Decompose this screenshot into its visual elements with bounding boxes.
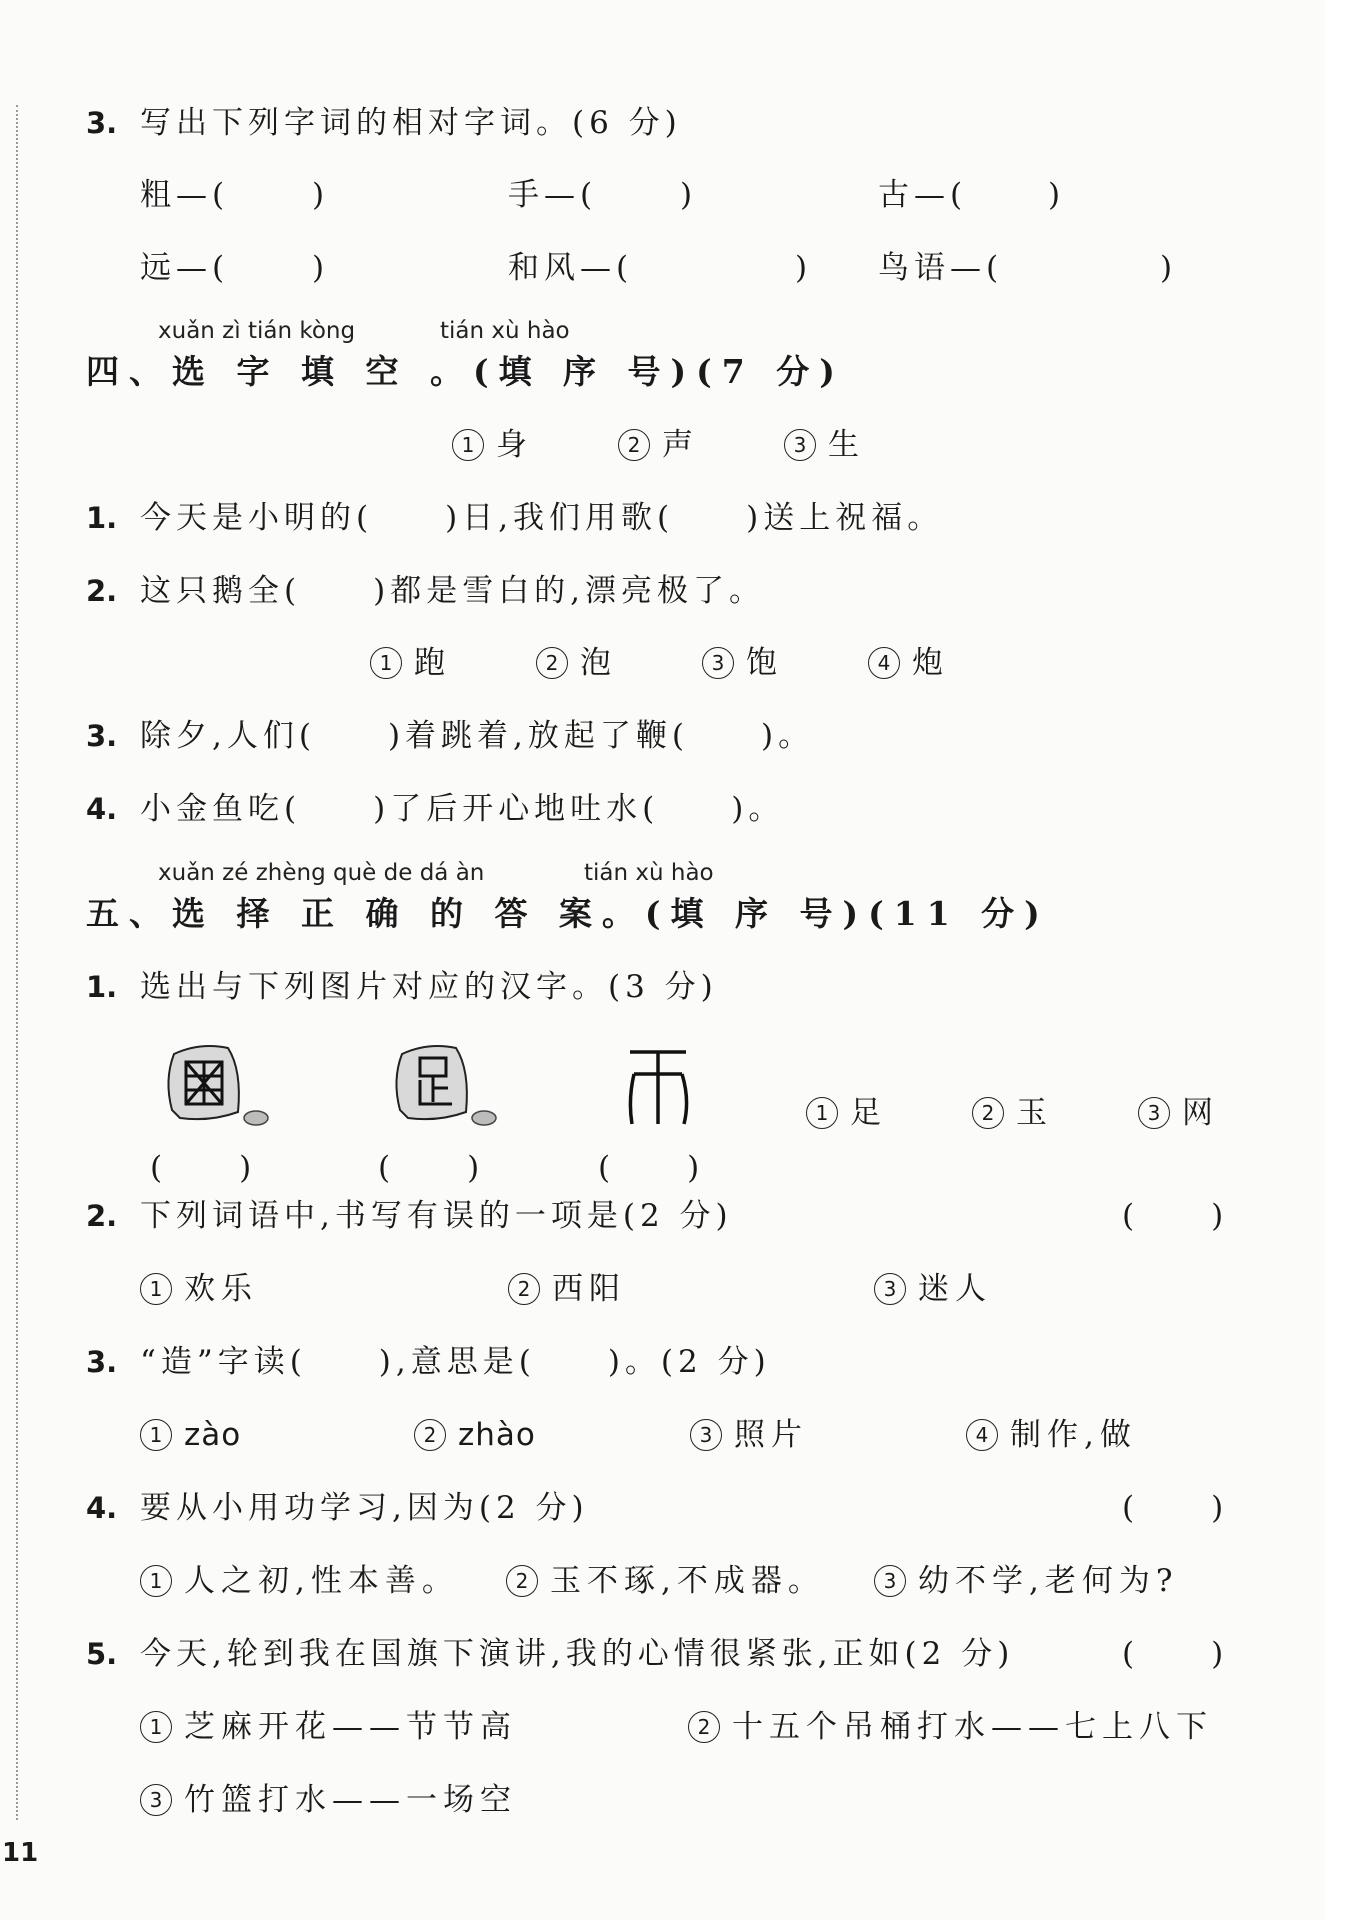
section-5-pinyin: xuǎn zé zhèng què de dá àn: [158, 860, 485, 886]
answer-blank: ( ): [598, 1150, 705, 1186]
answer-blank: ( ): [1122, 1490, 1229, 1526]
circled-number: 3: [784, 429, 816, 461]
option-item: 1 欢乐: [140, 1269, 258, 1309]
option-item: 2 声: [618, 425, 699, 465]
question-text: “造”字读( ),意思是( )。(2 分): [140, 1344, 771, 1380]
answer-blank: ( ): [1122, 1636, 1229, 1672]
question-text: 下列词语中,书写有误的一项是(2 分): [140, 1198, 733, 1234]
answer-paren: ): [795, 250, 813, 286]
question-text: 选出与下列图片对应的汉字。(3 分): [140, 969, 718, 1005]
answer-paren: ): [1048, 177, 1066, 213]
answer-blank: ( ): [378, 1150, 485, 1186]
answer-blank: ( ): [1122, 1198, 1229, 1234]
option-item: 3 网: [1138, 1093, 1219, 1133]
answer-paren: ): [680, 177, 698, 213]
option-item: 1 身: [452, 425, 533, 465]
option-item: 2 zhào: [414, 1415, 536, 1455]
ancient-foot-character-image: [388, 1040, 503, 1130]
section-4-pinyin: tián xù hào: [440, 318, 570, 344]
worksheet-page: 3. 写出下列字词的相对字词。(6 分) 粗—( ) 手—( ) 古—( ) 远—( ) 和风—( ) 鸟语—( ) xuǎn zì tián kòng tián xù hào 四、选 字 填 空 。(填 序 号)(7 分) 1 身 2 声 3 生 1. 今天是小明的( )日,我们用歌( )送上祝福。 2. 这只鹅全( )都是雪白的,漂亮极了。 1 跑 2 泡 3 饱 4 炮 3. 除夕,人们( )着跳着,放起了鞭( )。 4. 小金鱼吃( )了后开心地吐水( )。 xuǎn zé zhèng què de dá àn tián xù hào 五、选 择 正 确 的 答 案。(填 序 号)(11 分) 1. 选出与下列图片对应的汉字。(3 分) ( ) ( ) ( ) 1 足 2 玉 3 网 2. 下列词语中,书写有误的一项是(2 分) ( ) 1 欢乐 2 西阳 3 迷人 3. “造”字读( ),意思是( )。(2 分) 1 zào 2 zhào 3 照片 4 制作,做 4. 要从小用功学习,因为(2 分) ( ) 1 人之初,性本善。 2 玉不琢,不成器。 3 幼不学,老何为? 5. 今天,轮到我在国旗下演讲,我的心情很紧张,正如(2 分) ( ) 1 芝麻开花——节节高 2 十五个吊桶打水——七上八下 3 竹篮打水——一场空 11: [0, 0, 1325, 1920]
option-item: 3 照片: [690, 1415, 808, 1455]
antonym-item: 鸟语—(: [878, 250, 1004, 286]
option-item: 2 泡: [536, 643, 617, 683]
question-text: 写出下列字词的相对字词。(6 分): [140, 105, 682, 141]
option-item: 2 玉不琢,不成器。: [506, 1561, 825, 1601]
section-title: 四、选 字 填 空 。(填 序 号)(7 分): [86, 352, 845, 391]
option-item: 2 十五个吊桶打水——七上八下: [688, 1707, 1213, 1747]
circled-number: 2: [618, 429, 650, 461]
answer-paren: ): [1160, 250, 1178, 286]
antonym-item: 远—(: [140, 250, 230, 286]
antonym-item: 和风—(: [508, 250, 634, 286]
question-number: 3.: [86, 106, 118, 140]
question-text: 除夕,人们( )着跳着,放起了鞭( )。: [140, 718, 815, 754]
answer-paren: ): [312, 250, 330, 286]
section-4-pinyin: xuǎn zì tián kòng: [158, 318, 356, 344]
antonym-item: 手—(: [508, 177, 598, 213]
circled-number: 1: [452, 429, 484, 461]
binding-margin-line: [16, 105, 18, 1820]
option-item: 1 芝麻开花——节节高: [140, 1707, 517, 1747]
ancient-net-character-image: [160, 1040, 275, 1130]
option-item: 1 人之初,性本善。: [140, 1561, 459, 1601]
section-title: 五、选 择 正 确 的 答 案。(填 序 号)(11 分): [86, 894, 1050, 933]
option-item: 2 玉: [972, 1093, 1053, 1133]
question-text: 小金鱼吃( )了后开心地吐水( )。: [140, 791, 785, 827]
question-text: 要从小用功学习,因为(2 分): [140, 1490, 589, 1526]
option-item: 3 饱: [702, 643, 783, 683]
question-text: 今天是小明的( )日,我们用歌( )送上祝福。: [140, 500, 944, 536]
question-text: 这只鹅全( )都是雪白的,漂亮极了。: [140, 573, 766, 609]
option-item: 3 幼不学,老何为?: [874, 1561, 1178, 1601]
option-item: 1 zào: [140, 1415, 241, 1455]
option-item: 4 炮: [868, 643, 949, 683]
question-text: 今天,轮到我在国旗下演讲,我的心情很紧张,正如(2 分): [140, 1636, 1015, 1672]
option-item: 3 迷人: [874, 1269, 992, 1309]
option-item: 1 跑: [370, 643, 451, 683]
option-item: 3 竹篮打水——一场空: [140, 1780, 517, 1820]
ancient-jade-character-image: [620, 1040, 700, 1130]
option-item: 4 制作,做: [966, 1415, 1137, 1455]
answer-paren: ): [312, 177, 330, 213]
option-item: 2 西阳: [508, 1269, 626, 1309]
antonym-item: 古—(: [878, 177, 968, 213]
option-item: 3 生: [784, 425, 865, 465]
section-5-pinyin: tián xù hào: [584, 860, 714, 886]
answer-blank: ( ): [150, 1150, 257, 1186]
antonym-item: 粗—(: [140, 177, 230, 213]
page-number: 11: [2, 1838, 39, 1868]
option-item: 1 足: [806, 1093, 887, 1133]
